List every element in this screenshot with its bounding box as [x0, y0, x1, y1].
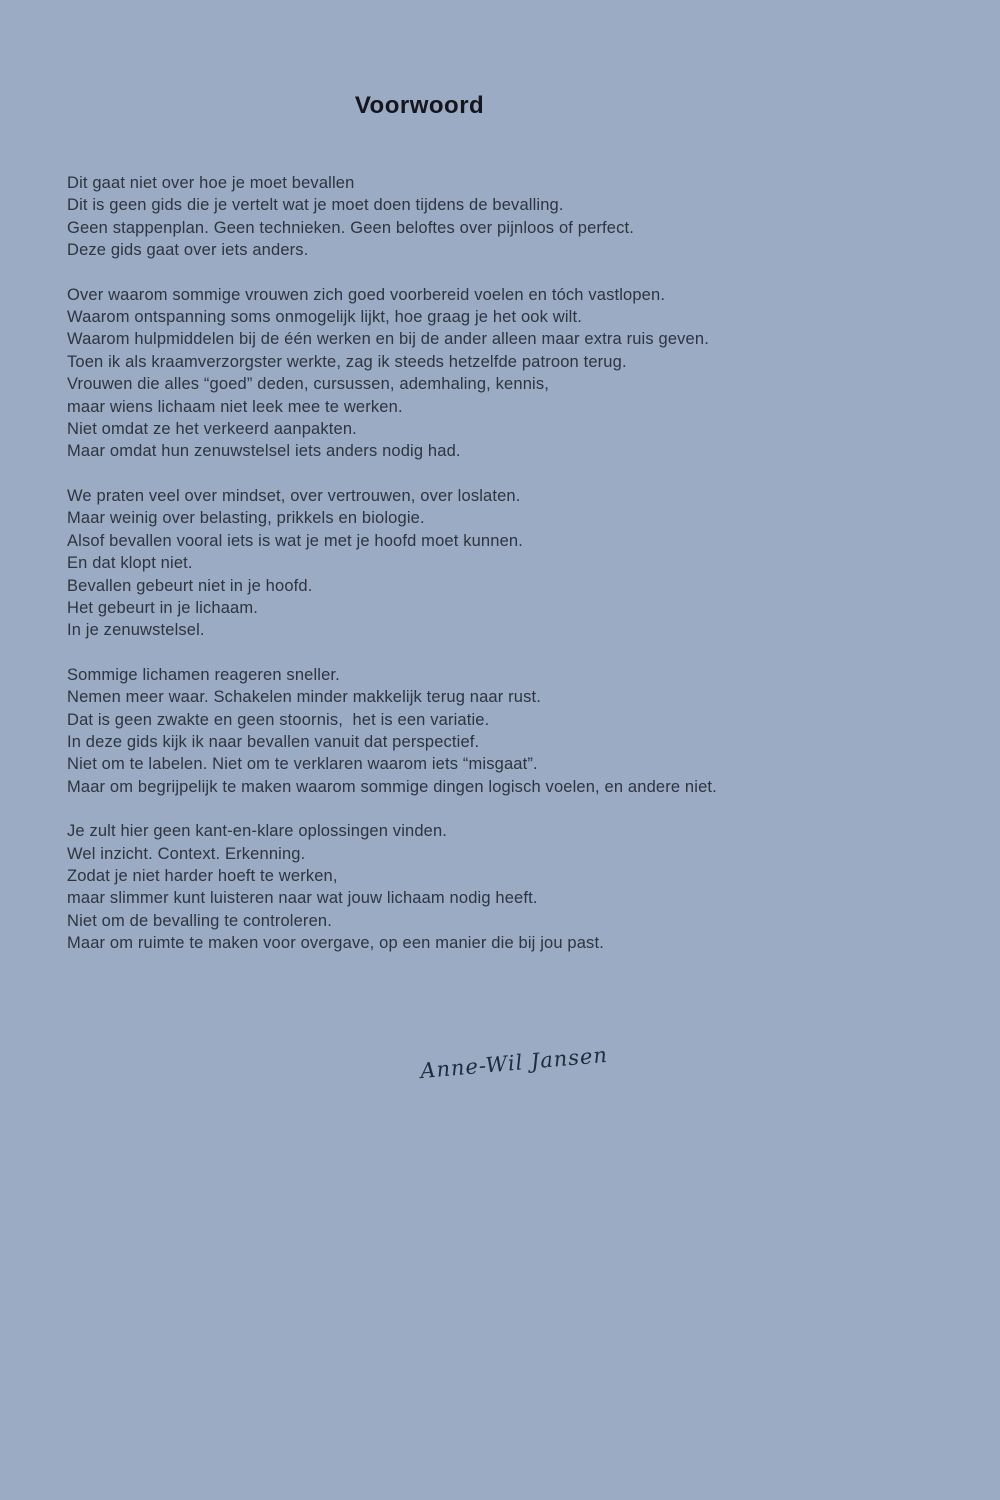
paragraph [67, 485, 1000, 642]
foreword-paragraphs [67, 172, 1000, 955]
text-line: Waarom hulpmiddelen bij de één werken en bij de ander alleen maar extra ruis geven. [67, 330, 709, 349]
text-line: In je zenuwstelsel. [67, 621, 205, 640]
text-line: Toen ik als kraamverzorgster werkte, zag ik steeds hetzelfde patroon terug. [67, 352, 627, 371]
text-line: Niet omdat ze het verkeerd aanpakten. [67, 420, 357, 439]
text-line: We praten veel over mindset, over vertrouwen, over loslaten. [67, 486, 521, 505]
paragraph [67, 664, 1000, 798]
page-title: Voorwoord [354, 92, 485, 119]
text-line: Dit gaat niet over hoe je moet bevallen [67, 174, 355, 192]
text-line: Maar weinig over belasting, prikkels en biologie. [67, 509, 425, 528]
author-signature: Anne-Wil Jansen [419, 1042, 610, 1083]
text-line: Alsof bevallen vooral iets is wat je met je hoofd moet kunnen. [67, 531, 523, 550]
text-line: Dit is geen gids die je vertelt wat je moet doen tijdens de bevalling. [67, 196, 564, 215]
text-line: Bevallen gebeurt niet in je hoofd. [67, 576, 313, 595]
text-line: Over waarom sommige vrouwen zich goed voorbereid voelen en tóch vastlopen. [67, 285, 666, 304]
title-row [67, 94, 772, 118]
text-line: Waarom ontspanning soms onmogelijk lijkt, hoe graag je het ook wilt. [67, 308, 582, 327]
paragraph [67, 172, 1000, 262]
text-line: Vrouwen die alles “goed” deden, cursussen, ademhaling, kennis, [67, 375, 549, 394]
text-line: Maar om begrijpelijk te maken waarom sommige dingen logisch voelen, en andere niet. [67, 777, 717, 796]
text-line: Wel inzicht. Context. Erkenning. [67, 844, 306, 863]
signature-row [67, 1042, 772, 1083]
text-line: Maar omdat hun zenuwstelsel iets anders nodig had. [67, 442, 461, 461]
text-line: Nemen meer waar. Schakelen minder makkelijk terug naar rust. [67, 688, 541, 707]
text-line: Maar om ruimte te maken voor overgave, op een manier die bij jou past. [67, 934, 604, 953]
text-line: Niet om te labelen. Niet om te verklaren waarom iets “misgaat”. [67, 755, 538, 774]
text-line: Geen stappenplan. Geen technieken. Geen beloftes over pijnloos of perfect. [67, 218, 634, 237]
paragraph [67, 284, 1000, 463]
text-line: Je zult hier geen kant-en-klare oplossingen vinden. [67, 822, 448, 841]
text-line: maar slimmer kunt luisteren naar wat jouw lichaam nodig heeft. [67, 889, 538, 908]
text-line: Het gebeurt in je lichaam. [67, 598, 258, 617]
paragraph [67, 820, 1000, 954]
text-line: Niet om de bevalling te controleren. [67, 911, 332, 930]
text-line: Sommige lichamen reageren sneller. [67, 665, 340, 684]
text-line: Zodat je niet harder hoeft te werken, [67, 866, 338, 885]
text-line: maar wiens lichaam niet leek mee te werken. [67, 397, 403, 416]
text-line: In deze gids kijk ik naar bevallen vanuit dat perspectief. [67, 732, 480, 751]
text-line: En dat klopt niet. [67, 554, 193, 573]
text-line: Dat is geen zwakte en geen stoornis, het is een variatie. [67, 710, 490, 729]
text-line: Deze gids gaat over iets anders. [67, 241, 309, 260]
